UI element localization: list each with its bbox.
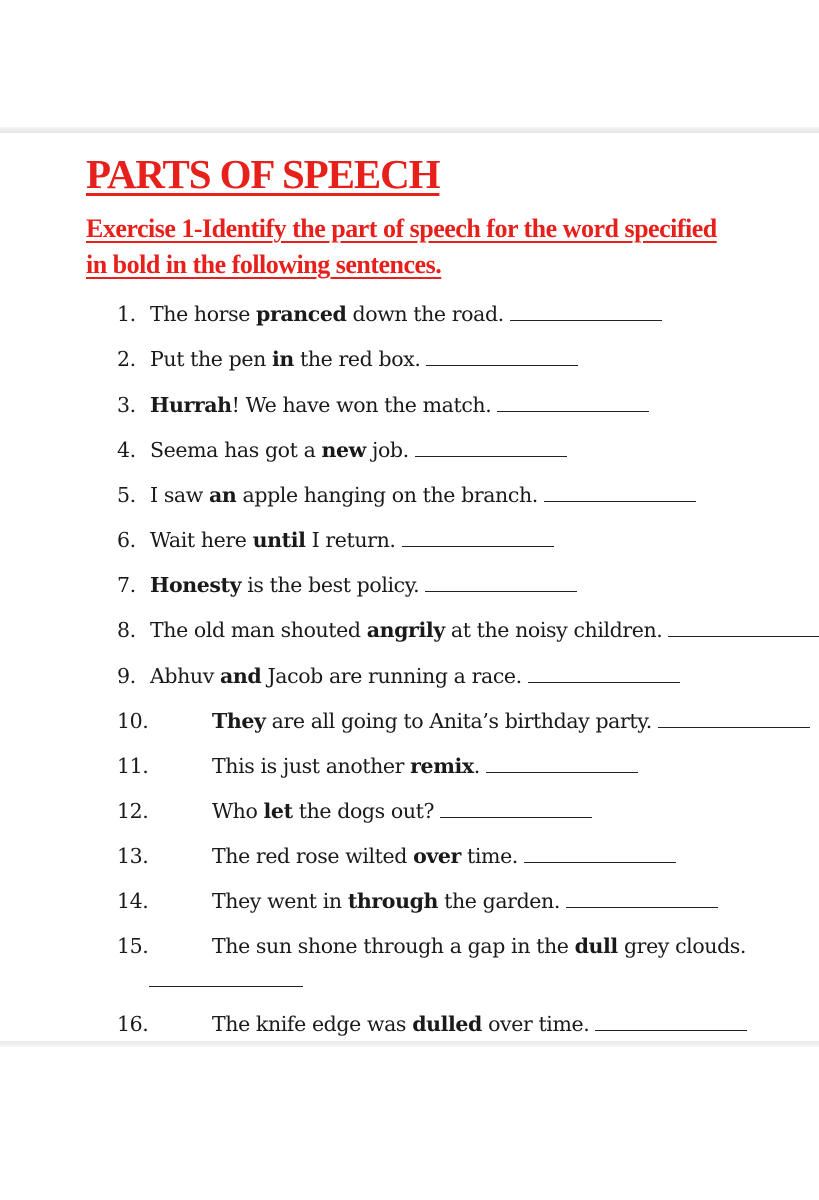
question-text-after: are all going to Anita’s birthday party. xyxy=(265,709,652,733)
bold-target-word: and xyxy=(220,664,262,688)
question-text-after: over time. xyxy=(481,1012,590,1036)
question-text xyxy=(212,711,810,732)
question-text-after: down the road. xyxy=(346,302,504,326)
answer-blank-15[interactable] xyxy=(149,985,303,987)
question-number: 16. xyxy=(117,1012,149,1036)
question-text xyxy=(150,530,554,551)
bold-target-word: an xyxy=(209,483,237,507)
bold-target-word: new xyxy=(321,438,366,462)
question-text-before: The red rose wilted xyxy=(212,844,414,868)
question-text-before: This is just another xyxy=(212,754,411,778)
answer-blank[interactable] xyxy=(402,545,554,547)
answer-blank[interactable] xyxy=(415,455,567,457)
question-number: 15. xyxy=(117,934,149,958)
question-text-before: The knife edge was xyxy=(212,1012,413,1036)
question-text-after: the dogs out? xyxy=(292,799,435,823)
question-number: 1. xyxy=(117,302,136,326)
bold-target-word: dull xyxy=(574,934,618,958)
bold-target-word: Honesty xyxy=(150,573,242,597)
bold-target-word: angrily xyxy=(366,618,445,642)
question-text-after: job. xyxy=(365,438,409,462)
bold-target-word: remix xyxy=(410,754,474,778)
question-number: 9. xyxy=(117,664,136,688)
bold-target-word: dulled xyxy=(412,1012,482,1036)
instruction-line-1: Exercise 1-Identify the part of speech for the word specified xyxy=(86,214,717,243)
answer-blank[interactable] xyxy=(425,590,577,592)
question-text-after: I return. xyxy=(305,528,396,552)
bold-target-word: Hurrah xyxy=(150,393,232,417)
question-text-after: grey clouds. xyxy=(617,934,747,958)
answer-blank[interactable] xyxy=(595,1029,747,1031)
bold-target-word: They xyxy=(212,709,266,733)
question-number: 12. xyxy=(117,799,149,823)
question-text xyxy=(212,846,676,867)
bold-target-word: let xyxy=(263,799,293,823)
bold-target-word: in xyxy=(272,347,294,371)
answer-blank[interactable] xyxy=(497,410,649,412)
question-text-after: apple hanging on the branch. xyxy=(236,483,538,507)
question-text xyxy=(150,666,680,687)
answer-blank[interactable] xyxy=(440,816,592,818)
question-text xyxy=(212,891,718,912)
question-number: 4. xyxy=(117,438,136,462)
question-number: 3. xyxy=(117,393,136,417)
question-text xyxy=(212,1014,747,1035)
question-text xyxy=(150,620,819,641)
question-text-after: ! We have won the match. xyxy=(231,393,492,417)
question-text xyxy=(150,440,567,461)
question-text xyxy=(150,395,649,416)
question-text-after: time. xyxy=(460,844,518,868)
question-text xyxy=(150,304,662,325)
question-text xyxy=(212,801,592,822)
question-number: 8. xyxy=(117,618,136,642)
bold-target-word: over xyxy=(413,844,461,868)
question-text-after: at the noisy children. xyxy=(444,618,663,642)
question-text-before: Seema has got a xyxy=(150,438,322,462)
question-text-before: Who xyxy=(212,799,264,823)
question-number: 2. xyxy=(117,347,136,371)
bold-target-word: through xyxy=(347,889,439,913)
answer-blank[interactable] xyxy=(566,906,718,908)
question-text-after: is the best policy. xyxy=(241,573,420,597)
question-text-after: the garden. xyxy=(438,889,560,913)
question-number: 10. xyxy=(117,709,149,733)
question-text-before: Wait here xyxy=(150,528,253,552)
question-text-before: Abhuv xyxy=(150,664,221,688)
question-number: 11. xyxy=(117,754,149,778)
question-text xyxy=(150,349,578,370)
question-number: 7. xyxy=(117,573,136,597)
question-text-before: The horse xyxy=(150,302,257,326)
answer-blank[interactable] xyxy=(426,364,578,366)
instruction-line-2: in bold in the following sentences. xyxy=(86,250,442,279)
bold-target-word: until xyxy=(252,528,306,552)
answer-blank[interactable] xyxy=(544,500,696,502)
question-text-after: Jacob are running a race. xyxy=(261,664,522,688)
question-text-after: . xyxy=(473,754,480,778)
page-title: PARTS OF SPEECH xyxy=(86,151,440,197)
question-text xyxy=(212,756,638,777)
question-text-before: The old man shouted xyxy=(150,618,367,642)
answer-blank[interactable] xyxy=(510,319,662,321)
question-text xyxy=(150,575,577,596)
question-number: 14. xyxy=(117,889,149,913)
question-text xyxy=(212,936,746,957)
question-text-before: I saw xyxy=(150,483,210,507)
answer-blank[interactable] xyxy=(668,635,819,637)
question-number: 6. xyxy=(117,528,136,552)
question-text-before: Put the pen xyxy=(150,347,273,371)
question-number: 5. xyxy=(117,483,136,507)
bold-target-word: pranced xyxy=(256,302,347,326)
answer-blank[interactable] xyxy=(524,861,676,863)
answer-blank[interactable] xyxy=(486,771,638,773)
answer-blank[interactable] xyxy=(528,681,680,683)
answer-blank[interactable] xyxy=(658,726,810,728)
question-text-before: The sun shone through a gap in the xyxy=(212,934,575,958)
question-text-after: the red box. xyxy=(293,347,421,371)
question-number: 13. xyxy=(117,844,149,868)
question-text-before: They went in xyxy=(212,889,348,913)
question-text xyxy=(150,485,696,506)
